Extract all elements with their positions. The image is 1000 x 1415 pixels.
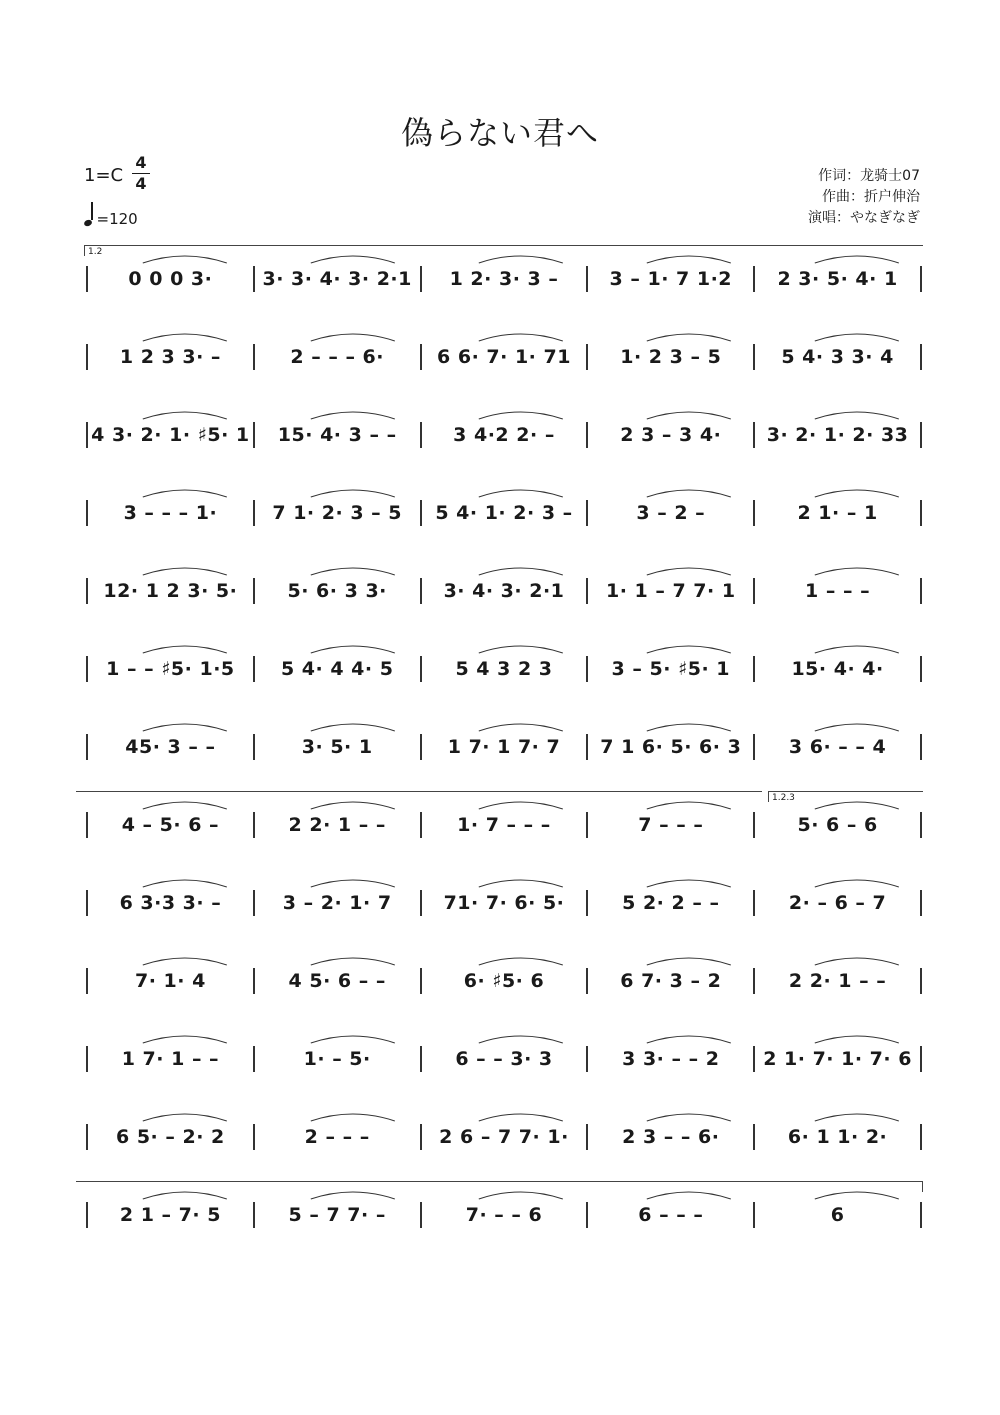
credits [808,166,920,229]
notation-line [84,565,924,643]
bar-line [586,500,588,526]
measure: 3 – 2 – [636,502,706,524]
bar-line [86,812,88,838]
measure-row [84,961,924,1001]
measure: 6· ♯5· 6 [463,970,545,992]
volta-label: 1.2 [88,247,103,257]
bar-line [920,1046,922,1072]
measure: 3 4·2 2· – [453,424,555,446]
measure: 1 – – – [805,580,871,602]
bar-line [86,1202,88,1228]
bar-line [920,578,922,604]
measure-row [84,1195,924,1235]
bar-line [586,266,588,292]
bar-line [753,500,755,526]
measure: 3 – 1· 7 1·2 [609,268,733,290]
bar-line [920,812,922,838]
bar-line [253,656,255,682]
measure: 6 7· 3 – 2 [620,970,722,992]
bar-line [753,266,755,292]
bar-line [253,890,255,916]
measure: 1 7· 1 – – [121,1048,220,1070]
bar-line [420,734,422,760]
lyricist-credit: 作词：龙骑士07 [818,168,920,184]
notation-line [84,643,924,721]
bar-line [920,734,922,760]
measure: 1 7· 1 7· 7 [447,736,561,758]
singer-credit: 演唱：やなぎなぎ [808,210,920,226]
measure: 2 2· 1 – – [788,970,887,992]
measure: 1 2· 3· 3 – [449,268,559,290]
bar-line [586,1046,588,1072]
notation-line [84,793,924,877]
measure: 5· 6 – 6 [797,814,878,836]
measure: 3 – 5· ♯5· 1 [611,658,731,680]
measure-row [84,1039,924,1079]
bar-line [253,500,255,526]
measure: 4 5· 6 – – [288,970,386,992]
tempo-marking [84,206,138,228]
composer-credit: 作曲：折户伸治 [822,189,920,205]
quarter-note-stem [91,202,93,220]
bar-line [253,1046,255,1072]
notation-line [84,1189,924,1267]
bar-line [586,734,588,760]
bar-line [753,734,755,760]
measure: 5 2· 2 – – [622,892,720,914]
bar-line [586,968,588,994]
measure: 1· 2 3 – 5 [620,346,722,368]
measure: 5 4· 4 4· 5 [280,658,394,680]
bar-line [420,422,422,448]
measure: 45· 3 – – [125,736,216,758]
notation-line [84,1033,924,1111]
volta-bracket [76,1181,923,1192]
bar-line [586,812,588,838]
notation-line [84,955,924,1033]
bar-line [253,266,255,292]
bar-line [253,968,255,994]
measure: 7· 1· 4 [134,970,206,992]
bar-line [920,500,922,526]
volta-bracket [768,791,923,802]
measure: 7· – – 6 [465,1204,543,1226]
score-body [84,247,924,1267]
measure: 3· 5· 1 [301,736,373,758]
bar-line [753,968,755,994]
volta-label: 1.2.3 [772,793,795,803]
measure: 1· 1 – 7 7· 1 [605,580,736,602]
bar-line [920,1124,922,1150]
time-signature [132,154,150,193]
bar-line [420,578,422,604]
bar-line [753,344,755,370]
measure: 15· 4· 4· [791,658,884,680]
bar-line [86,344,88,370]
bar-line [420,890,422,916]
time-signature-bottom: 4 [135,174,147,193]
quarter-note-icon [83,219,93,227]
bar-line [920,1202,922,1228]
bar-line [86,968,88,994]
measure: 6 – – 3· 3 [455,1048,553,1070]
measure: 2· – 6 – 7 [788,892,887,914]
bar-line [86,1124,88,1150]
measure: 2 2· 1 – – [288,814,386,836]
bar-line [420,656,422,682]
bar-line [753,1046,755,1072]
bar-line [420,266,422,292]
bar-line [420,812,422,838]
bar-line [86,890,88,916]
measure: 7 – – – [638,814,704,836]
bar-line [420,1202,422,1228]
score-title: 偽らない君へ [400,114,599,152]
measure: 6 [830,1204,845,1226]
measure: 4 3· 2· 1· ♯5· 1 [91,424,250,446]
measure: 2 – – – 6· [290,346,384,368]
measure: 2 – – – [304,1126,370,1148]
bar-line [253,422,255,448]
tempo-value: =120 [96,210,138,228]
measure: 3· 3· 4· 3· 2·1 [262,268,412,290]
bar-line [86,1046,88,1072]
measure: 3 3· – – 2 [622,1048,720,1070]
measure: 5 – 7 7· – [288,1204,386,1226]
measure: 2 3 – 3 4· [620,424,722,446]
measure: 3· 2· 1· 2· 33 [766,424,909,446]
bar-line [86,578,88,604]
measure: 0 0 0 3· [128,268,213,290]
measure: 1· 7 – – – [457,814,551,836]
measure: 4 – 5· 6 – [121,814,220,836]
measure-row [84,805,924,845]
measure: 5 4 3 2 3 [455,658,553,680]
bar-line [753,890,755,916]
measure-row [84,571,924,611]
measure: 2 3· 5· 4· 1 [777,268,898,290]
bar-line [753,656,755,682]
measure: 6· 1 1· 2· [787,1126,888,1148]
measure: 6 6· 7· 1· 71 [437,346,571,368]
bar-line [253,812,255,838]
bar-line [586,422,588,448]
measure: 12· 1 2 3· 5· [103,580,238,602]
measure-row [84,493,924,533]
bar-line [753,812,755,838]
notation-line [84,409,924,487]
measure: 2 1· 7· 1· 7· 6 [763,1048,912,1070]
measure-row [84,649,924,689]
volta-bracket [76,791,762,802]
bar-line [420,500,422,526]
bar-line [920,266,922,292]
bar-line [753,578,755,604]
bar-line [586,890,588,916]
measure: 71· 7· 6· 5· [443,892,565,914]
measure: 2 3 – – 6· [622,1126,720,1148]
bar-line [753,422,755,448]
measure-row [84,415,924,455]
measure: 5· 6· 3 3· [287,580,387,602]
bar-line [753,1124,755,1150]
notation-line [84,331,924,409]
bar-line [920,344,922,370]
bar-line [586,578,588,604]
measure: 5 4· 3 3· 4 [781,346,894,368]
measure-row [84,883,924,923]
measure: 6 3·3 3· – [119,892,222,914]
bar-line [86,656,88,682]
bar-line [86,734,88,760]
measure: 7 1 6· 5· 6· 3 [600,736,742,758]
measure: 15· 4· 3 – – [277,424,397,446]
measure: 1 – – ♯5· 1·5 [106,658,235,680]
bar-line [920,656,922,682]
bar-line [253,734,255,760]
bar-line [586,656,588,682]
measure-row [84,259,924,299]
measure: 6 – – – [638,1204,704,1226]
measure: 5 4· 1· 2· 3 – [435,502,573,524]
measure-row [84,1117,924,1157]
notation-line [84,877,924,955]
measure: 3· 4· 3· 2·1 [443,580,565,602]
bar-line [420,1046,422,1072]
bar-line [253,1124,255,1150]
bar-line [86,422,88,448]
bar-line [586,344,588,370]
measure: 2 1· – 1 [797,502,878,524]
bar-line [920,422,922,448]
bar-line [586,1124,588,1150]
bar-line [253,1202,255,1228]
time-signature-top: 4 [135,153,147,172]
key-signature: 1=C [84,165,124,186]
measure: 6 5· – 2· 2 [116,1126,225,1148]
measure-row [84,337,924,377]
measure: 3 – – – 1· [123,502,218,524]
bar-line [586,1202,588,1228]
measure: 1· – 5· [303,1048,371,1070]
notation-line [84,721,924,799]
notation-line [84,247,924,331]
measure: 3 – 2· 1· 7 [282,892,392,914]
bar-line [920,890,922,916]
measure-row [84,727,924,767]
measure: 2 6 – 7 7· 1· [439,1126,569,1148]
measure: 7 1· 2· 3 – 5 [272,502,402,524]
bar-line [420,1124,422,1150]
bar-line [253,578,255,604]
bar-line [86,500,88,526]
notation-line [84,487,924,565]
volta-bracket [84,245,923,256]
bar-line [920,968,922,994]
measure: 2 1 – 7· 5 [119,1204,221,1226]
bar-line [420,968,422,994]
bar-line [86,266,88,292]
bar-line [253,344,255,370]
bar-line [420,344,422,370]
measure: 1 2 3 3· – [119,346,221,368]
notation-line [84,1111,924,1189]
measure: 3 6· – – 4 [788,736,887,758]
bar-line [753,1202,755,1228]
